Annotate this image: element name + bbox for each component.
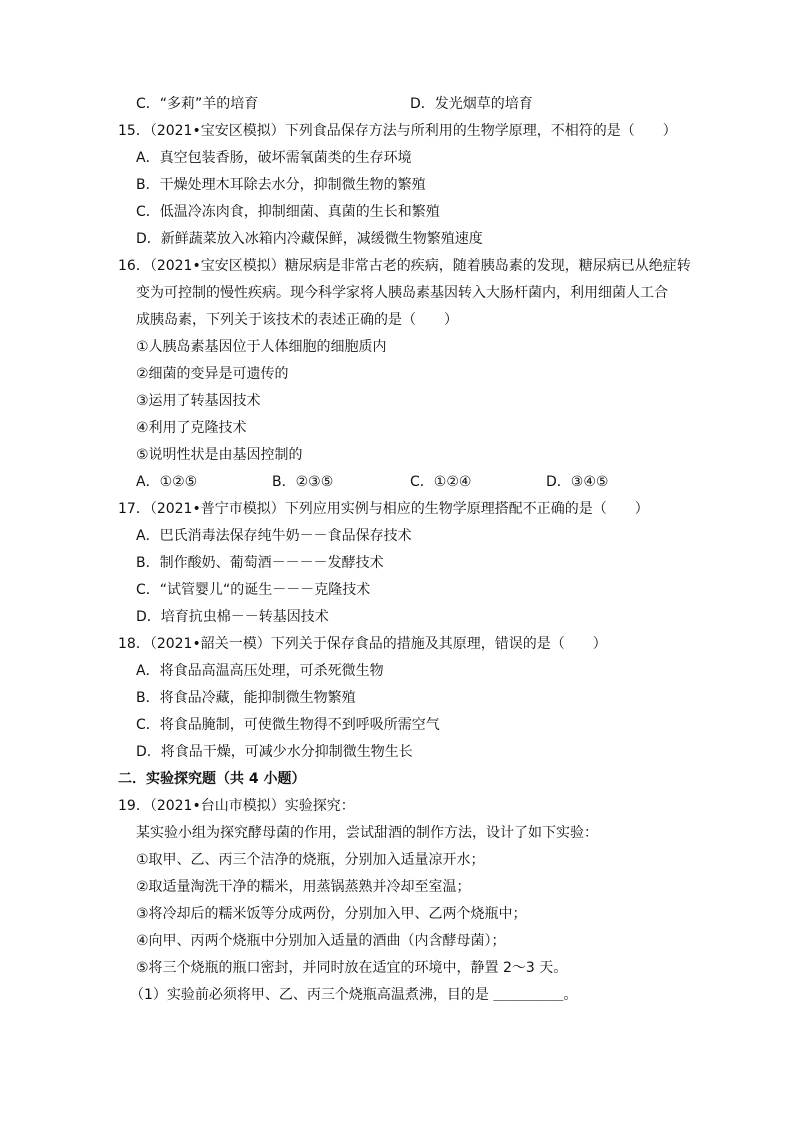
q16-option-d: D．③④⑤ (546, 474, 609, 490)
q14-option-c: C．“多莉”羊的培育 (136, 96, 259, 112)
q18-option-d: D．将食品干燥，可减少水分抑制微生物生长 (136, 744, 413, 760)
q19-step-4: ④向甲、丙两个烧瓶中分别加入适量的酒曲（内含酵母菌）； (136, 933, 506, 949)
q16-statement-4: ④利用了克隆技术 (136, 420, 247, 436)
q18-stem: 18．（2021•韶关一模）下列关于保存食品的措施及其原理，错误的是（ ） (118, 636, 607, 652)
q17-option-c: C．“试管婴儿“的诞生－－－克隆技术 (136, 582, 371, 598)
q16-statement-3: ③运用了转基因技术 (136, 393, 261, 409)
q16-statement-5: ⑤说明性状是由基因控制的 (136, 447, 303, 463)
q15-stem: 15．（2021•宝安区模拟）下列食品保存方法与所利用的生物学原理，不相符的是（ ） (118, 123, 677, 139)
q16-option-a: A．①②⑤ (136, 474, 198, 490)
q16-stem-line3: 成胰岛素，下列关于该技术的表述正确的是（ ） (136, 312, 458, 328)
q16-option-c: C．①②④ (410, 474, 472, 490)
q19-step-3: ③将冷却后的糯米饭等分成两份，分别加入甲、乙两个烧瓶中； (136, 906, 527, 922)
q15-option-c: C．低温冷冻肉食，抑制细菌、真菌的生长和繁殖 (136, 204, 440, 220)
q18-option-a: A．将食品高温高压处理，可杀死微生物 (136, 663, 384, 679)
q17-option-d: D．培育抗虫棉－－转基因技术 (136, 609, 329, 625)
q15-option-a: A．真空包装香肠，破坏需氧菌类的生存环境 (136, 150, 412, 166)
q19-step-5: ⑤将三个烧瓶的瓶口密封，并同时放在适宜的环境中，静置 2～3 天。 (136, 960, 568, 976)
q16-stem-line2: 变为可控制的慢性疾病。现今科学家将人胰岛素基因转入大肠杆菌内，利用细菌人工合 (136, 285, 668, 301)
q17-stem: 17．（2021•普宁市模拟）下列应用实例与相应的生物学原理搭配不正确的是（ ） (118, 501, 649, 517)
q18-option-c: C．将食品腌制，可使微生物得不到呼吸所需空气 (136, 717, 440, 733)
q19-stem: 19．（2021•台山市模拟）实验探究： (118, 798, 355, 814)
q16-option-b: B．②③⑤ (272, 474, 334, 490)
q19-subquestion-1: （1）实验前必须将甲、乙、丙三个烧瓶高温煮沸，目的是 ＿＿＿＿＿。 (130, 987, 578, 1003)
q16-statement-1: ①人胰岛素基因位于人体细胞的细胞质内 (136, 339, 387, 355)
q15-option-d: D．新鲜蔬菜放入冰箱内冷藏保鲜，减缓微生物繁殖速度 (136, 231, 483, 247)
q17-option-b: B．制作酸奶、葡萄酒－－－－发酵技术 (136, 555, 384, 571)
q16-stem-line1: 16．（2021•宝安区模拟）糖尿病是非常古老的疾病，随着胰岛素的发现，糖尿病已从绝症转 (118, 258, 691, 274)
q16-statement-2: ②细菌的变异是可遗传的 (136, 366, 289, 382)
q19-step-2: ②取适量淘洗干净的糯米，用蒸锅蒸熟并冷却至室温； (136, 879, 471, 895)
q19-intro: 某实验小组为探究酵母菌的作用，尝试甜酒的制作方法，设计了如下实验： (136, 825, 598, 841)
section-title: 二．实验探究题（共 4 小题） (118, 771, 306, 787)
q18-option-b: B．将食品冷藏，能抑制微生物繁殖 (136, 690, 356, 706)
q17-option-a: A．巴氏消毒法保存纯牛奶－－食品保存技术 (136, 528, 412, 544)
q15-option-b: B．干燥处理木耳除去水分，抑制微生物的繁殖 (136, 177, 426, 193)
q14-option-d: D．发光烟草的培育 (410, 96, 533, 112)
q19-step-1: ①取甲、乙、丙三个洁净的烧瓶，分别加入适量凉开水； (136, 852, 485, 868)
